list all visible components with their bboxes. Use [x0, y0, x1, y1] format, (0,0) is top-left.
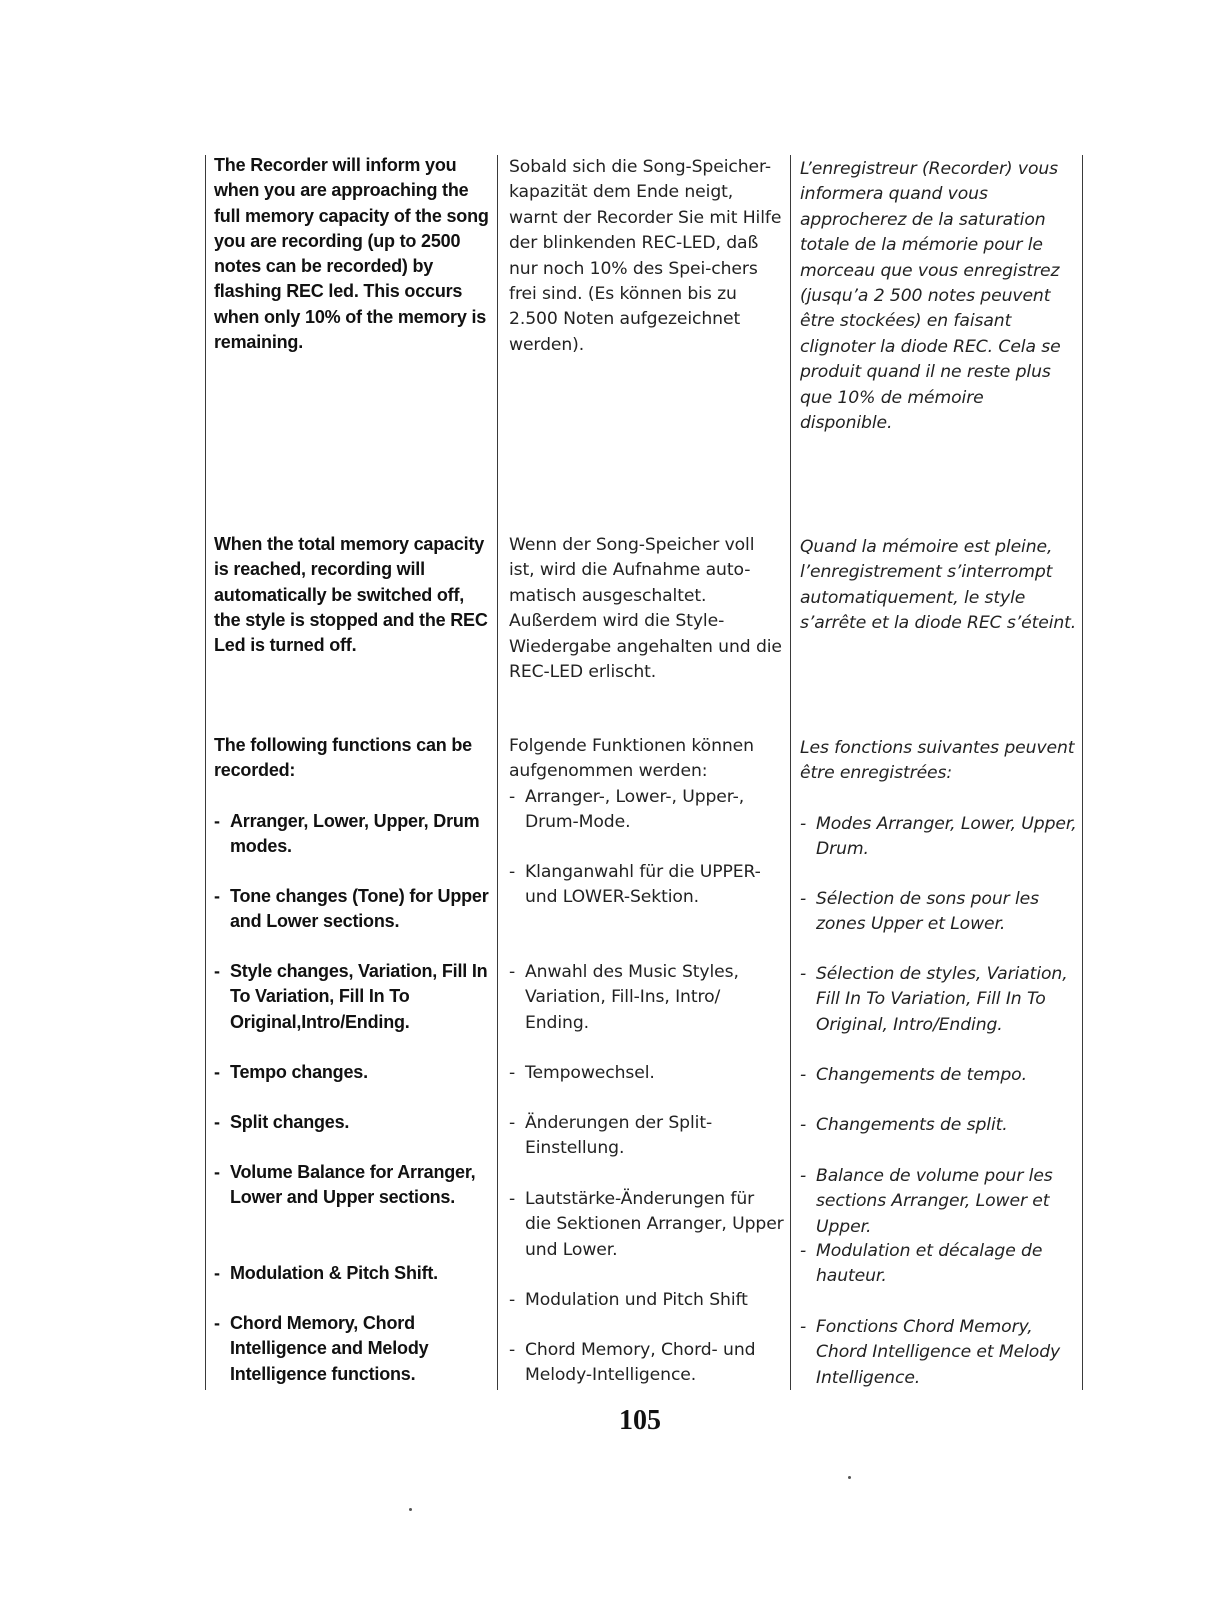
column-rule-left [205, 155, 206, 1390]
german-list-item: - Anwahl des Music Styles, Variation, Fill-Ins, Intro/ Ending. [509, 962, 739, 1033]
german-paragraph-functions-intro: Folgende Funktionen können aufgenommen werden: [509, 736, 754, 782]
english-list-item: - Split changes. [214, 1112, 350, 1132]
french-list-item: - Changements de tempo. [800, 1065, 1027, 1085]
english-paragraph-functions-intro: The following functions can be recorded: [214, 735, 472, 781]
french-list-item: - Balance de volume pour les sections Arranger, Lower et Upper. [800, 1166, 1053, 1237]
french-list-item: - Changements de split. [800, 1115, 1008, 1135]
german-list-item: - Arranger-, Lower-, Upper-, Drum-Mode. [509, 787, 745, 833]
german-list-item: - Änderungen der Split-Einstellung. [509, 1113, 713, 1159]
english-list-item: - Tempo changes. [214, 1062, 368, 1082]
column-rule-center-left [497, 155, 498, 1390]
german-list-item: - Tempowechsel. [509, 1063, 655, 1083]
german-list-item: - Lautstärke-Änderungen für die Sektionen Arranger, Upper und Lower. [509, 1189, 784, 1260]
french-list-item: - Sélection de styles, Variation, Fill In To Variation, Fill In To Original, Intro/Ending. [800, 964, 1068, 1035]
french-paragraph-memory-warning: L’enregistreur (Recorder) vous informera quand vous approcherez de la saturation totale de la mémorie pour le morceau que vous enregistrez (jusqu’a 2 500 notes peuvent être stockées) en faisant clignoter la diode REC. Cela se produit quand il ne reste plus que 10% de mémoire disponible. [800, 159, 1061, 434]
column-rule-right [1082, 155, 1083, 1390]
german-list-item: - Chord Memory, Chord- und Melody-Intelligence. [509, 1340, 756, 1386]
english-paragraph-memory-full: When the total memory capacity is reached, recording will automatically be switched off, the style is stopped and the REC Led is turned off. [214, 534, 488, 656]
french-list-item: - Modes Arranger, Lower, Upper, Drum. [800, 814, 1077, 860]
column-rule-center-right [790, 155, 791, 1390]
page-number: 105 [619, 1405, 661, 1436]
french-list-item: - Fonctions Chord Memory, Chord Intelligence et Melody Intelligence. [800, 1317, 1061, 1388]
french-paragraph-functions-intro: Les fonctions suivantes peuvent être enregistrées: [800, 738, 1075, 784]
german-list-item: - Modulation und Pitch Shift [509, 1290, 748, 1310]
english-list-item: - Arranger, Lower, Upper, Drum modes. [214, 811, 480, 857]
scan-speck [848, 1476, 851, 1479]
english-list-item: - Modulation & Pitch Shift. [214, 1263, 438, 1283]
french-list-item: - Sélection de sons pour les zones Upper et Lower. [800, 889, 1039, 935]
english-list-item: - Tone changes (Tone) for Upper and Lower sections. [214, 886, 489, 932]
english-list-item: - Chord Memory, Chord Intelligence and Melody Intelligence functions. [214, 1313, 429, 1384]
french-paragraph-memory-full: Quand la mémoire est pleine, l’enregistrement s’interrompt automatiquement, le style s’arrête et la diode REC s’éteint. [800, 537, 1077, 634]
german-paragraph-memory-warning: Sobald sich die Song-Speicher-kapazität dem Ende neigt, warnt der Recorder Sie mit Hilfe der blinkenden REC-LED, daß nur noch 10% des Spei-chers frei sind. (Es können bis zu 2.500 Noten aufgezeichnet werden). [509, 157, 782, 355]
german-paragraph-memory-full: Wenn der Song-Speicher voll ist, wird die Aufnahme auto-matisch ausgeschaltet. Außerdem wird die Style-Wiedergabe angehalten und die REC-LED erlischt. [509, 535, 782, 683]
english-list-item: - Style changes, Variation, Fill In To Variation, Fill In To Original,Intro/Ending. [214, 961, 488, 1032]
english-paragraph-memory-warning: The Recorder will inform you when you are approaching the full memory capacity of the song you are recording (up to 2500 notes can be recorded) by flashing REC led. This occurs when only 10% of the memory is remaining. [214, 155, 489, 353]
english-list-item: - Volume Balance for Arranger, Lower and Upper sections. [214, 1162, 476, 1208]
scan-speck [409, 1508, 412, 1511]
french-list-item: - Modulation et décalage de hauteur. [800, 1241, 1043, 1287]
german-list-item: - Klanganwahl für die UPPER- und LOWER-Sektion. [509, 862, 761, 908]
